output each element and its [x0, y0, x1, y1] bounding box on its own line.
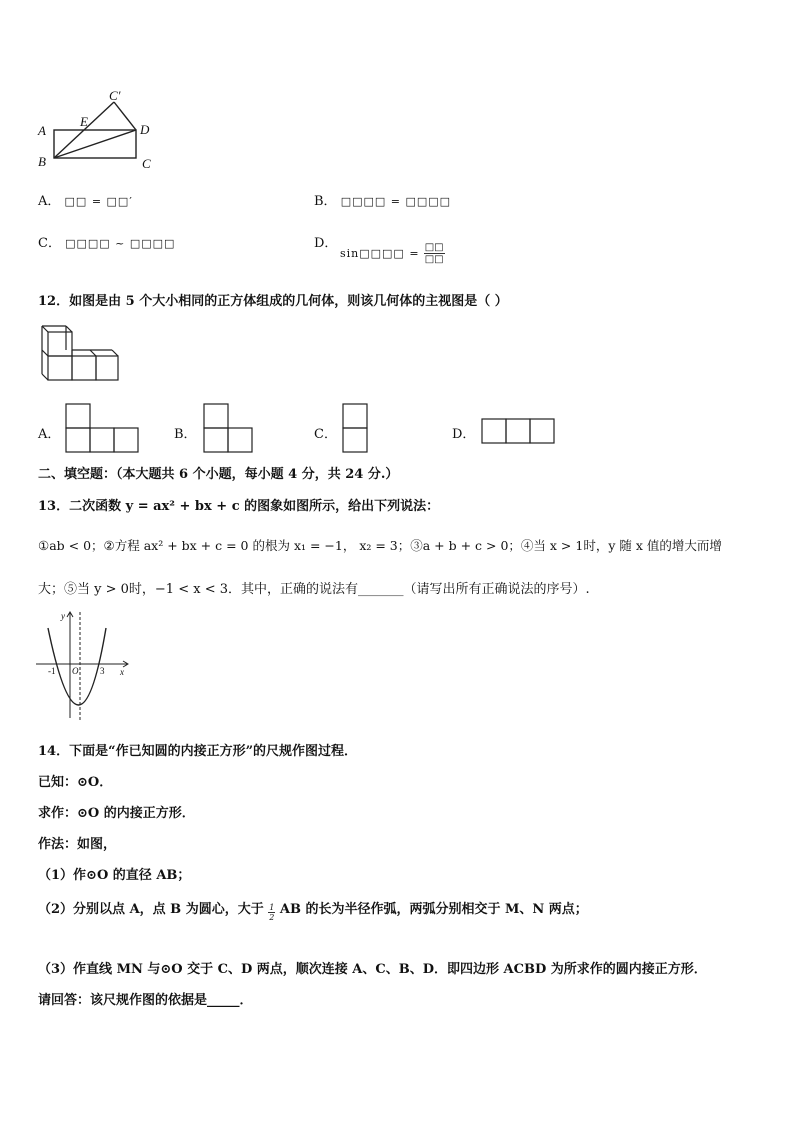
- label-a: A: [38, 123, 46, 138]
- step2-before: （2）分别以点 A，点 B 为圆心，大于: [38, 902, 264, 917]
- label-c: C: [142, 156, 151, 171]
- option-a-label: A．: [38, 194, 61, 209]
- option-b-formula: □□□□ = □□□□: [340, 195, 452, 208]
- segment-c-prime-d: [114, 102, 136, 130]
- step2-numerator: 1: [269, 903, 275, 912]
- option-a-formula: □□ = □□′: [64, 195, 133, 208]
- q11-option-c: [38, 232, 175, 251]
- geometry-figure: [34, 88, 164, 174]
- q14-ask: 请回答：该尺规作图的依据是_____．: [38, 993, 253, 1008]
- q14-step3: （3）作直线 MN 与⊙O 交于 C、D 两点，顺次连接 A、C、B、D．即四边形 ACBD 为所求作的圆内接正方形．: [38, 962, 707, 977]
- q14-stem: 14．下面是“作已知圆的内接正方形”的尺规作图过程．: [38, 744, 358, 759]
- tick-neg1: -1: [48, 666, 56, 676]
- x-axis-label: x: [120, 667, 124, 677]
- option-d-sin: sin□□□□ =: [340, 247, 420, 260]
- cube-stack-figure: [40, 322, 122, 386]
- q12-option-d-label: D．: [452, 427, 476, 442]
- option-c-formula: □□□□ ~ □□□□: [65, 237, 176, 250]
- q12-option-c-view: [341, 402, 371, 456]
- q14-method: 作法：如图，: [38, 837, 117, 852]
- q12-stem: 12．如图是由 5 个大小相同的正方体组成的几何体，则该几何体的主视图是（ ）: [38, 294, 508, 309]
- option-c-label: C．: [38, 236, 61, 251]
- option-d-denominator: □□: [424, 254, 444, 265]
- label-c-prime: C′: [109, 88, 121, 103]
- diagonal-bd: [54, 130, 136, 158]
- label-b: B: [38, 154, 46, 169]
- q13-statements-line1: ①ab < 0；②方程 ax² + bx + c = 0 的根为 x₁ = −1， x₂ = 3；③a + b + c > 0；④当 x > 1时，y 随 x 值的增大而增: [38, 538, 722, 553]
- tick-3: 3: [100, 666, 105, 676]
- q12-option-b-view: [202, 402, 258, 456]
- q14-step2: [38, 897, 588, 922]
- section-title: 二、填空题：（本大题共 6 个小题，每小题 4 分，共 24 分.）: [38, 467, 399, 482]
- step2-after: AB 的长为半径作弧，两弧分别相交于 M、N 两点；: [279, 902, 588, 917]
- q11-option-a: [38, 190, 133, 209]
- q12-option-d-view: [480, 417, 560, 447]
- option-b-label: B．: [314, 194, 337, 209]
- q11-option-d-formula: [340, 242, 445, 265]
- parabola-graph: [34, 608, 134, 728]
- q11-option-b: [314, 190, 451, 209]
- step2-denominator: 2: [269, 913, 275, 922]
- q14-step1: （1）作⊙O 的直径 AB；: [38, 868, 191, 883]
- q12-option-a-label: A．: [38, 427, 61, 442]
- option-d-label: D．: [314, 236, 338, 251]
- option-d-numerator: □□: [424, 242, 444, 253]
- y-axis-label: y: [61, 611, 65, 621]
- q12-option-c-label: C．: [314, 427, 337, 442]
- q13-statements-line2: 大；⑤当 y > 0时，−1 < x < 3．其中，正确的说法有_______（请写出所有正确说法的序号）.: [38, 582, 590, 597]
- origin-label: O: [72, 666, 79, 676]
- q11-option-d: [314, 232, 337, 251]
- q12-option-a-view: [64, 402, 142, 456]
- option-d-fraction: [424, 242, 445, 265]
- label-e: E: [80, 114, 88, 129]
- q13-stem: 13．二次函数 y = ax² + bx + c 的图象如图所示，给出下列说法：: [38, 499, 440, 514]
- step2-fraction: [268, 903, 275, 922]
- q12-option-b-label: B．: [174, 427, 197, 442]
- q14-known: 已知：⊙O．: [38, 775, 113, 790]
- label-d: D: [140, 122, 150, 137]
- q14-find: 求作：⊙O 的内接正方形．: [38, 806, 195, 821]
